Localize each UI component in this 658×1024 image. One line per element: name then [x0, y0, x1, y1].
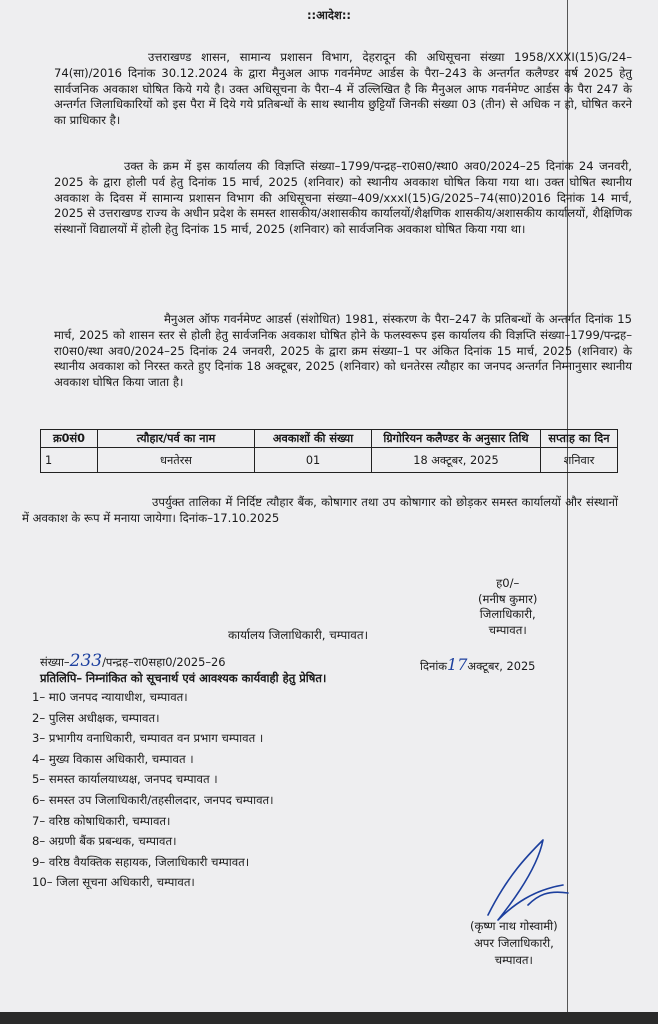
cell-festival: धनतेरस	[98, 448, 255, 473]
recipient-list	[32, 687, 274, 893]
handwritten-number: 233	[69, 651, 103, 671]
list-item: 8– अग्रणी बैंक प्रबन्धक, चम्पावत।	[32, 834, 177, 849]
number-prefix: संख्या–	[40, 655, 70, 669]
col-serial-header: क्र0सं0	[41, 430, 98, 448]
cell-date: 18 अक्टूबर, 2025	[372, 448, 541, 473]
cell-serial: 1	[41, 448, 98, 473]
paragraph-1: उत्तराखण्ड शासन, सामान्य प्रशासन विभाग, देहरादून की अधिसूचना संख्या 1958/XXXI(15)G/24–74(सा)/2016 दिनांक 30.12.2024 के द्वारा मैनुअल आफ गवर्नमेण्ट आर्डस के पैरा–243 के अन्तर्गत कलैण्डर वर्ष 2025 हेतु सार्वजनिक अवकाश घोषित किये गये है। उक्त अधिसूचना के पैरा–4 में उल्लिखित है कि मैनुअल आफ गवर्नमेण्ट आर्डस के पैरा 247 के अन्तर्गत जिलाधिकारियों को इस पैरा में दिये गये प्रतिबन्धों के साथ स्थानीय छुट्टियाँ जिनकी संख्या 03 (तीन) से अधिक न हो, घोषित करने का प्राधिकार है।	[54, 50, 632, 128]
list-item: 7– वरिष्ठ कोषाधिकारी, चम्पावत।	[32, 813, 171, 828]
table-header-row	[41, 430, 618, 448]
order-heading: ::आदेश::	[306, 8, 352, 22]
paragraph-3: मैनुअल ऑफ गवर्नमेण्ट आडर्स (संशोधित) 1981, संस्करण के पैरा–247 के प्रतिबन्धों के अन्तर्गत दिनांक 15 मार्च, 2025 को शासन स्तर से होली हेतु सार्वजनिक अवकाश घोषित होने के फलस्वरूप इस कार्यालय की विज्ञप्ति संख्या–1799/पन्द्रह–रा0स0/स्था अव0/2024–25 दिनांक 24 जनवरी, 2025 के द्वारा क्रम संख्या–1 पर अंकित दिनांक 15 मार्च, 2025 (शनिवार) के स्थानीय अवकाश को निरस्त करते हुए दिनांक 18 अक्टूबर, 2025 (शनिवार) को धनतेरस त्यौहार का जनपद अन्तर्गत निम्नानुसार स्थानीय अवकाश घोषित किया जाता है।	[54, 312, 632, 390]
signatory-name: (कृष्ण नाथ गोस्वामी)	[470, 919, 558, 933]
reference-number-line	[40, 651, 618, 674]
list-item: 6– समस्त उप जिलाधिकारी/तहसीलदार, जनपद चम्पावत।	[32, 792, 274, 807]
list-item: 4– मुख्य विकास अधिकारी, चम्पावत ।	[32, 751, 194, 766]
copy-label: प्रतिलिपि–	[40, 671, 83, 685]
cell-day: शनिवार	[541, 448, 618, 473]
col-date-header: ग्रिगोरियन कलैण्डर के अनुसार तिथि	[372, 430, 541, 448]
paragraph-4: उपर्युक्त तालिका में निर्दिष्ट त्यौहार बैंक, कोषागार तथा उप कोषागार को छोड़कर समस्त कार्यालयों और संस्थानों में अवकाश के रूप में मनाया जायेगा। दिनांक–17.10.2025	[22, 495, 618, 525]
copy-text: निम्नांकित को सूचनार्थ एवं आवश्यक कार्यवाही हेतु प्रेषित।	[85, 671, 327, 685]
list-item: 5– समस्त कार्यालयाध्यक्ष, जनपद चम्पावत ।	[32, 772, 218, 787]
signatory-place: चम्पावत।	[488, 622, 527, 637]
list-item: 9– वरिष्ठ वैयक्तिक सहायक, जिलाधिकारी चम्पावत।	[32, 854, 250, 869]
paragraph-2: उक्त के क्रम में इस कार्यालय की विज्ञप्ति संख्या–1799/पन्द्रह–रा0स0/स्था0 अव0/2024–25 दिनांक 24 जनवरी, 2025 के द्वारा होली पर्व हेतु दिनांक 15 मार्च, 2025 (शनिवार) को स्थानीय अवकाश घोषित किया गया था। उक्त घोषित स्थानीय अवकाश के दिवस में सामान्य प्रशासन विभाग की अधिसूचना संख्या–409/xxxI(15)G/2025–74(सा0)2016 दिनांक 14 मार्च, 2025 से उत्तराखण्ड राज्य के अधीन प्रदेश के समस्त शासकीय/अशासकीय कार्यालयों/शैक्षणिक शासकीय/अशासकीय कार्यालयों, शैक्षिणिक संस्थानों विद्यालयों में होली हेतु दिनांक 15 मार्च, 2025 (शनिवार) को सार्वजनिक अवकाश घोषित किया गया था।	[54, 159, 632, 237]
signature-block-adm	[470, 918, 558, 969]
office-title: कार्यालय जिलाधिकारी, चम्पावत।	[228, 628, 369, 642]
col-festival-header: त्यौहार/पर्व का नाम	[98, 430, 255, 448]
date-line	[420, 655, 535, 674]
cell-count: 01	[255, 448, 372, 473]
table-row	[41, 448, 618, 473]
holiday-table	[40, 429, 618, 473]
handwritten-date: 17	[447, 655, 468, 674]
list-item: 2– पुलिस अधीक्षक, चम्पावत।	[32, 710, 160, 725]
bottom-edge	[0, 1012, 658, 1024]
signatory-name: (मनीष कुमार)	[478, 591, 538, 606]
list-item: 3– प्रभागीय वनाधिकारी, चम्पावत वन प्रभाग चम्पावत ।	[32, 731, 264, 746]
list-item: 10– जिला सूचना अधिकारी, चम्पावत।	[32, 875, 195, 890]
signature-block-dm	[478, 576, 537, 638]
list-item: 1– मा0 जनपद न्यायाधीश, चम्पावत।	[32, 690, 188, 704]
number-suffix: /पन्द्रह–रा0सहा0/2025–26	[102, 655, 226, 669]
signatory-designation: अपर जिलाधिकारी,	[473, 936, 554, 950]
signatory-place: चम्पावत।	[494, 953, 533, 967]
signatory-designation: जिलाधिकारी,	[479, 607, 536, 621]
date-prefix: दिनांक	[420, 659, 448, 673]
date-suffix: अक्टूबर, 2025	[467, 659, 536, 673]
copy-to-heading	[40, 671, 326, 686]
signed-mark: ह0/–	[496, 576, 520, 590]
col-day-header: सप्ताह का दिन	[541, 430, 618, 448]
col-count-header: अवकाशों की संख्या	[255, 430, 372, 448]
